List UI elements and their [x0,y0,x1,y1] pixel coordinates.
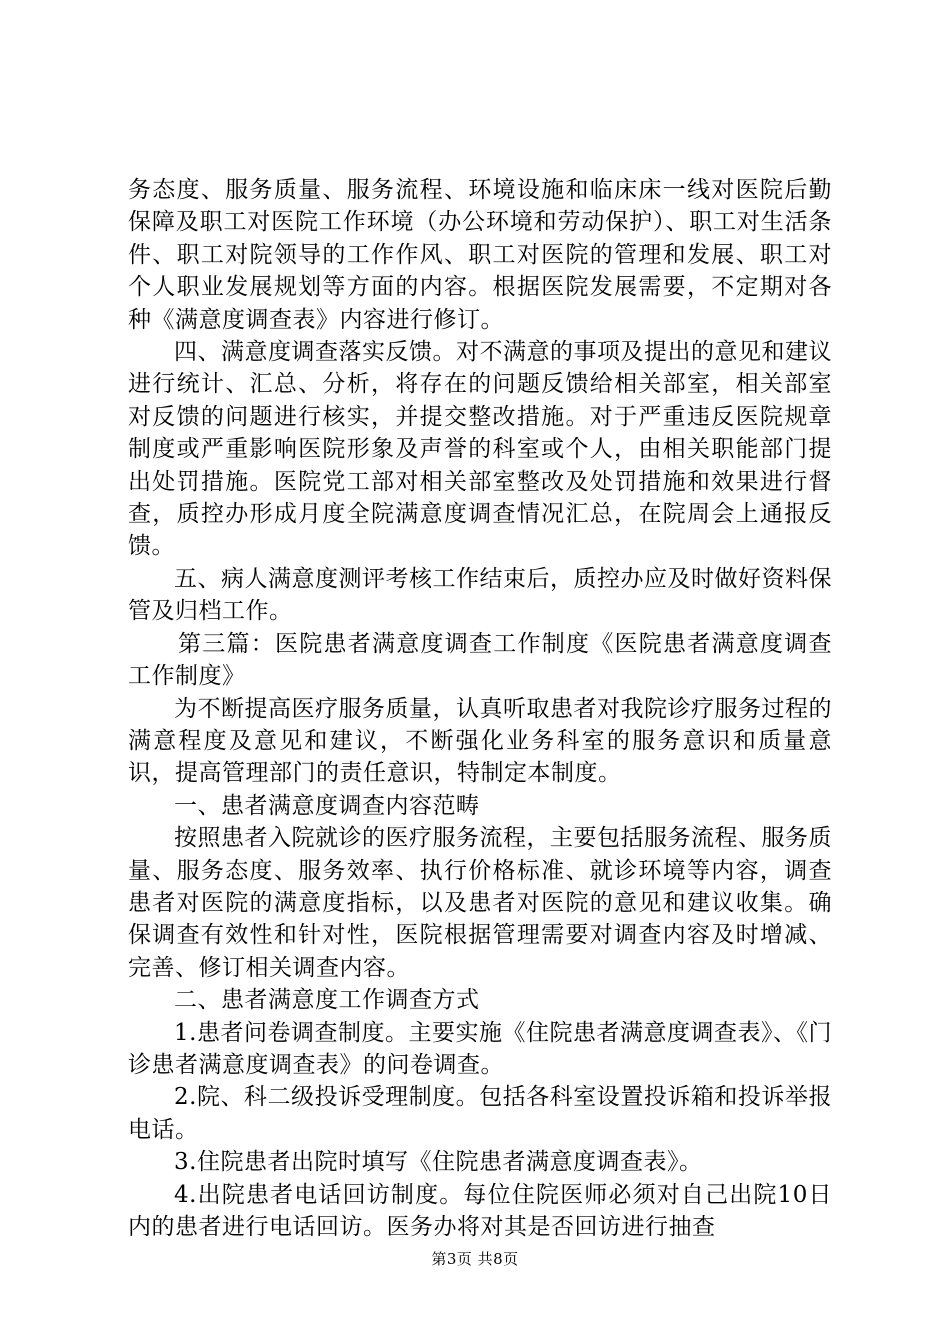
heading-scope: 一、患者满意度调查内容范畴 [174,792,480,819]
heading-methods: 二、患者满意度工作调查方式 [174,987,480,1014]
paragraph-archive: 五、病人满意度测评考核工作结束后，质控办应及时做好资料保管及归档工作。 [128,565,832,625]
list-item-2: 2.院、科二级投诉受理制度。包括各科室设置投诉箱和投诉举报电话。 [128,1084,832,1143]
list-item-4: 4.出院患者电话回访制度。每位住院医师必须对自己出院10日内的患者进行电话回访。医务办将对其是否回访进行抽查 [128,1181,832,1240]
section-title-third: 第三篇：医院患者满意度调查工作制度《医院患者满意度调查工作制度》 [128,630,832,690]
page-footer: 第3页 共8页 [431,1250,519,1268]
paragraph-scope: 按照患者入院就诊的医疗服务流程，主要包括服务流程、服务质量、服务态度、服务效率、执行价格标准、就诊环境等内容，调查患者对医院的满意度指标，以及患者对医院的意见和建议收集。确保调查有效性和针对性，医院根据管理需要对调查内容及时增减、完善、修订相关调查内容。 [128,825,832,981]
paragraph-continuation: 务态度、服务质量、服务流程、环境设施和临床床一线对医院后勤保障及职工对医院工作环境（办公环境和劳动保护）、职工对生活条件、职工对院领导的工作作风、职工对医院的管理和发展、职工对个人职业发展规划等方面的内容。根据医院发展需要，不定期对各种《满意度调查表》内容进行修订。 [128,177,832,333]
paragraph-purpose: 为不断提高医疗服务质量，认真听取患者对我院诊疗服务过程的满意程度及意见和建议，不断强化业务科室的服务意识和质量意识，提高管理部门的责任意识，特制定本制度。 [128,695,832,787]
list-item-1: 1.患者问卷调查制度。主要实施《住院患者满意度调查表》、《门诊患者满意度调查表》的问卷调查。 [128,1019,832,1078]
list-item-3: 3.住院患者出院时填写《住院患者满意度调查表》。 [174,1149,703,1176]
paragraph-feedback: 四、满意度调查落实反馈。对不满意的事项及提出的意见和建议进行统计、汇总、分析，将存在的问题反馈给相关部室，相关部室对反馈的问题进行核实，并提交整改措施。对于严重违反医院规章制度或严重影响医院形象及声誉的科室或个人，由相关职能部门提出处罚措施。医院党工部对相关部室整改及处罚措施和效果进行督查，质控办形成月度全院满意度调查情况汇总，在院周会上通报反馈。 [128,339,832,560]
document-body [128,174,832,1243]
